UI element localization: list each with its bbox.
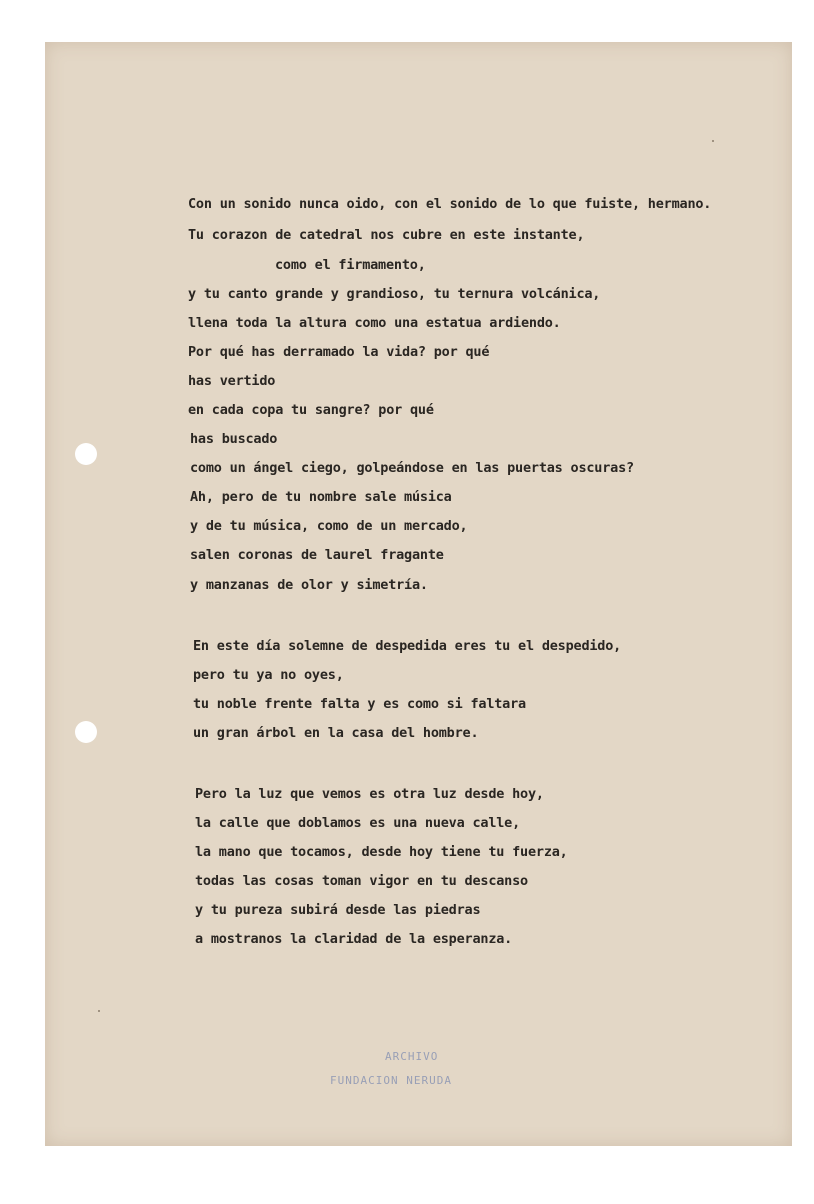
poem-line: has vertido [188,373,276,389]
punch-hole-bottom [75,721,97,743]
poem-line: En este día solemne de despedida eres tu el despedido, [193,638,622,654]
paper-speck [98,1010,100,1012]
poem-line: y de tu música, como de un mercado, [190,518,468,534]
archive-stamp-line2: FUNDACION NERUDA [330,1074,452,1087]
punch-hole-top [75,443,97,465]
poem-line: llena toda la altura como una estatua ardiendo. [188,315,561,331]
poem-line: tu noble frente falta y es como si faltara [193,696,526,712]
poem-line: y tu canto grande y grandioso, tu ternura volcánica, [188,286,601,302]
poem-line: a mostranos la claridad de la esperanza. [195,931,513,947]
poem-line: la mano que tocamos, desde hoy tiene tu fuerza, [195,844,568,860]
poem-line: salen coronas de laurel fragante [190,547,444,563]
poem-line: un gran árbol en la casa del hombre. [193,725,479,741]
poem-line: Ah, pero de tu nombre sale música [190,489,452,505]
poem-line: Con un sonido nunca oido, con el sonido de lo que fuiste, hermano. [188,196,712,212]
poem-line: Por qué has derramado la vida? por qué [188,344,490,360]
poem-line: como un ángel ciego, golpeándose en las puertas oscuras? [190,460,634,476]
poem-line: y tu pureza subirá desde las piedras [195,902,481,918]
poem-line: como el firmamento, [275,257,426,273]
poem-line: la calle que doblamos es una nueva calle, [195,815,521,831]
paper-speck [712,140,714,142]
poem-line: pero tu ya no oyes, [193,667,344,683]
poem-line: Tu corazon de catedral nos cubre en este instante, [188,227,585,243]
poem-line: Pero la luz que vemos es otra luz desde hoy, [195,786,544,802]
poem-line: y manzanas de olor y simetría. [190,577,428,593]
poem-line: has buscado [190,431,278,447]
poem-line: todas las cosas toman vigor en tu descanso [195,873,528,889]
poem-line: en cada copa tu sangre? por qué [188,402,434,418]
archive-stamp-line1: ARCHIVO [385,1050,439,1063]
